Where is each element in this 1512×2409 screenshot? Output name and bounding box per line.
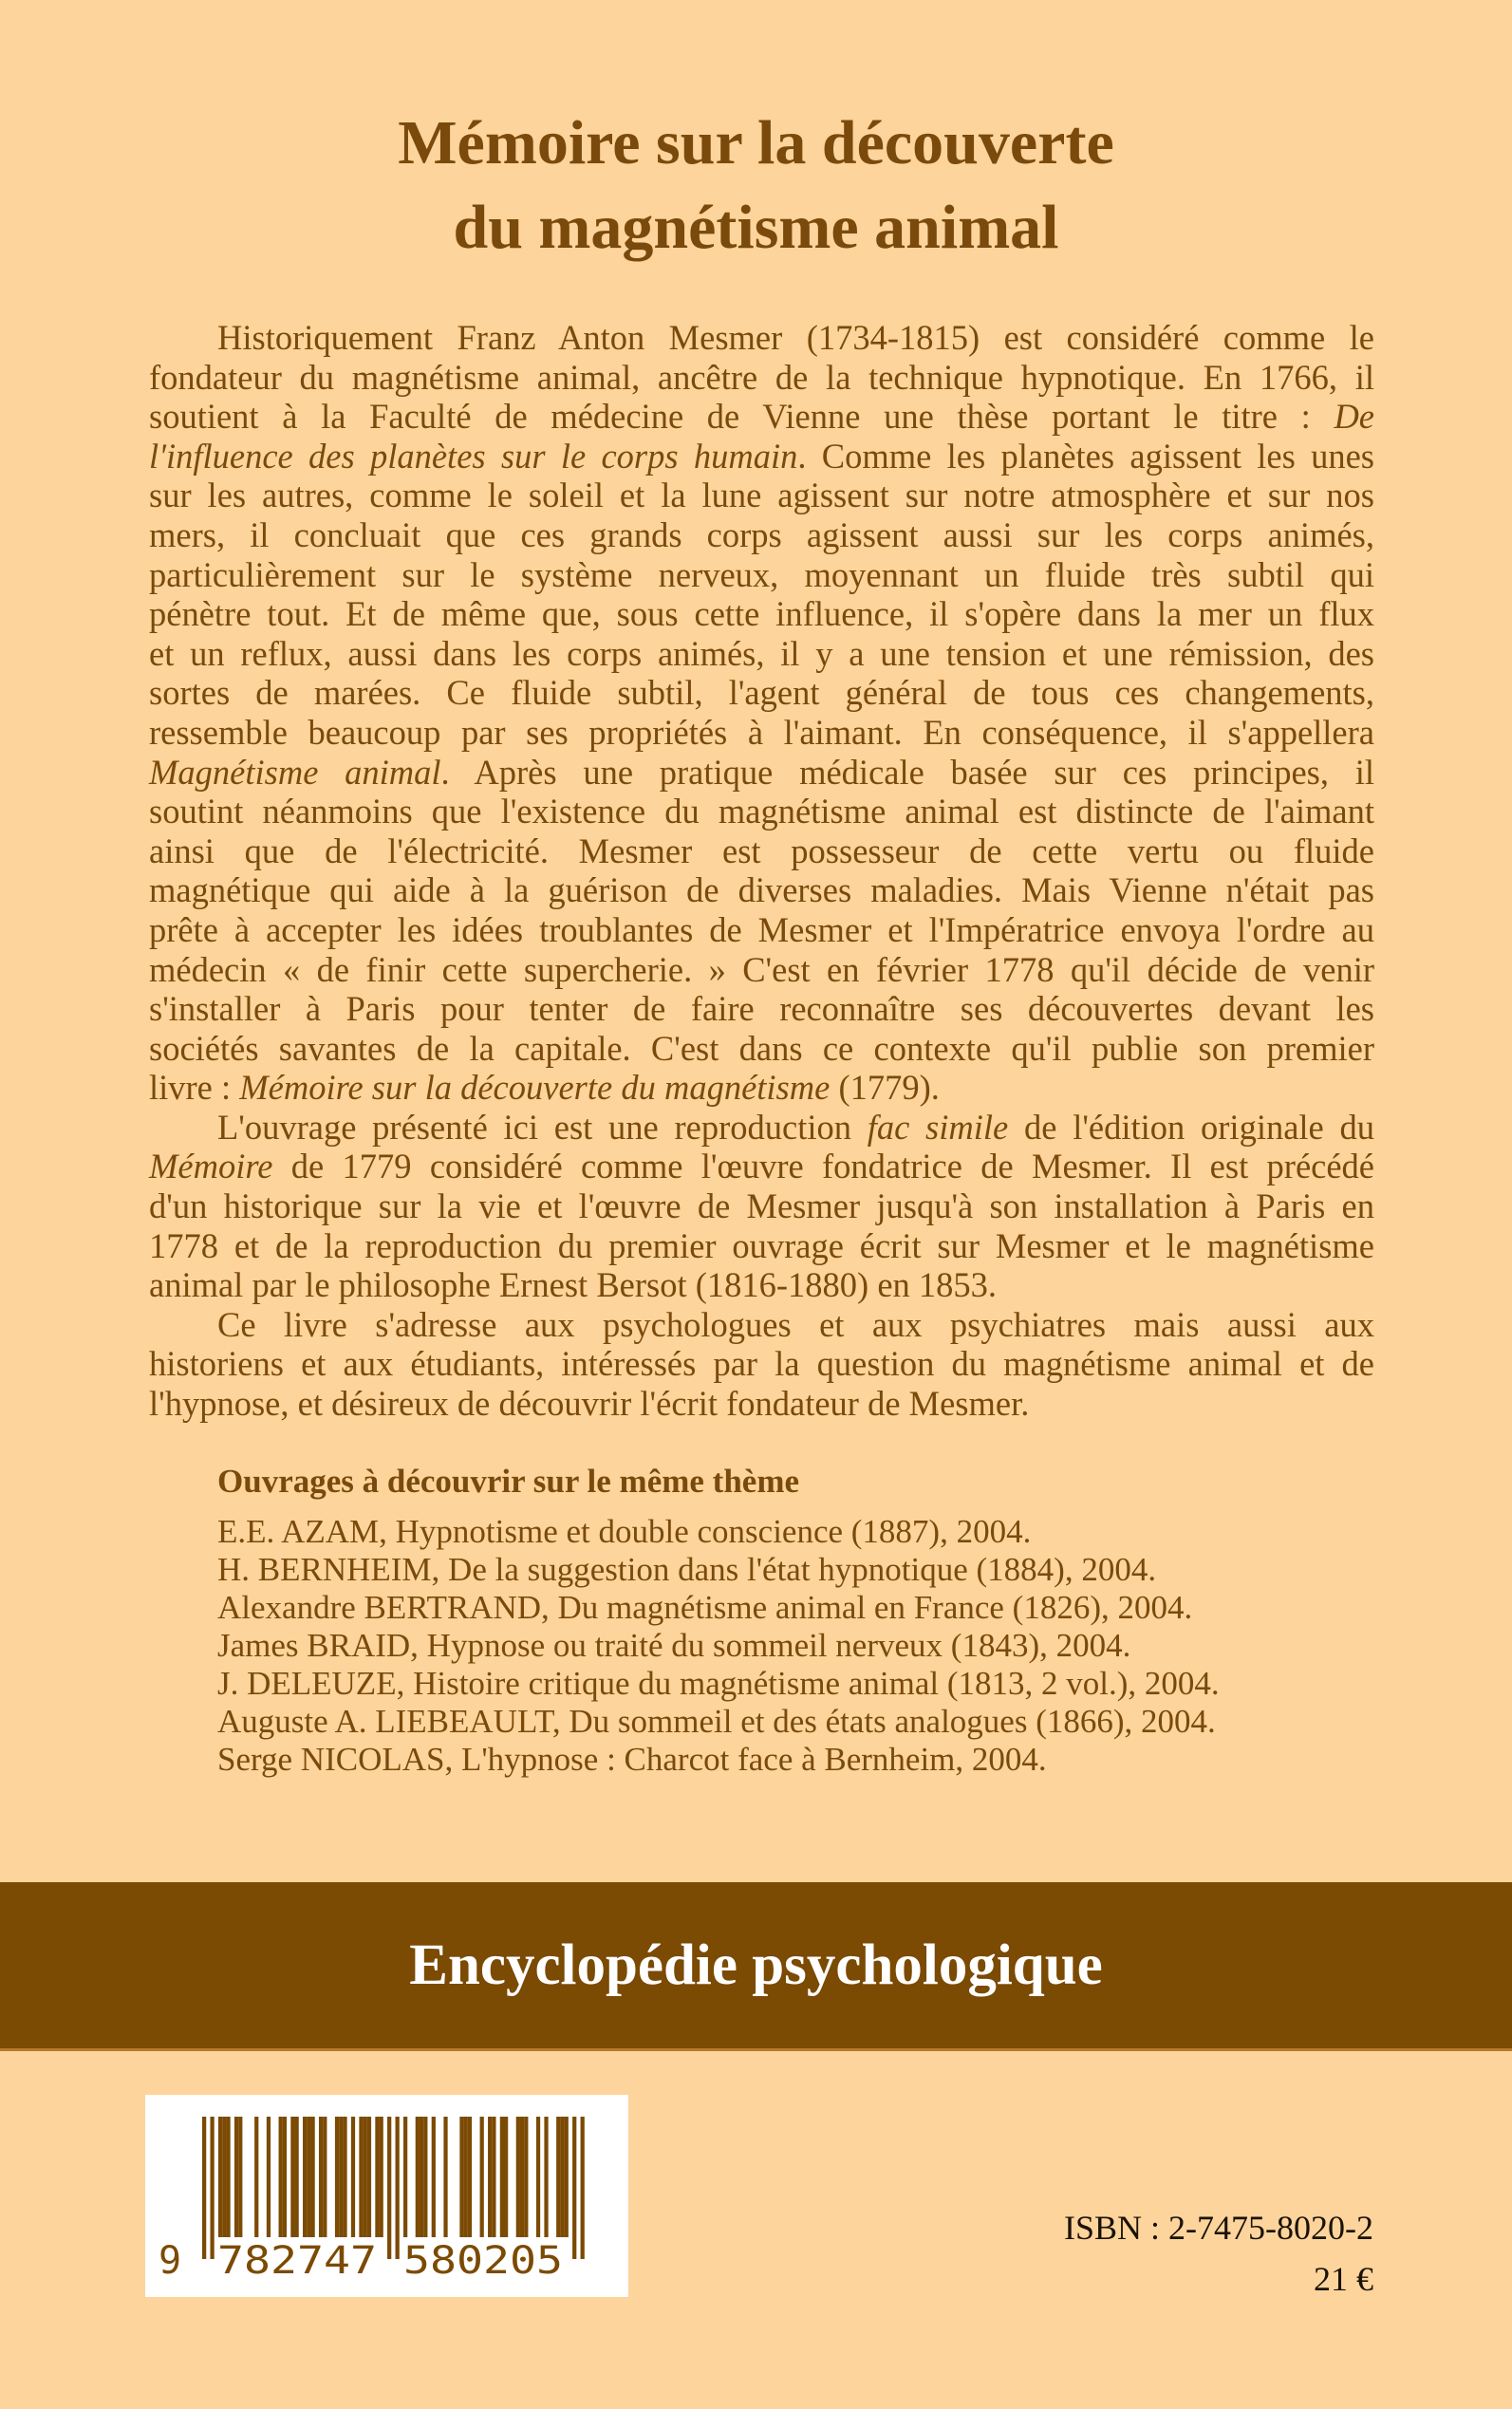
barcode-bar xyxy=(536,2117,540,2237)
body-text: et un reflux, aussi dans les corps animés, il y a une tension et une rémission, des xyxy=(149,633,1374,673)
barcode-bar xyxy=(380,2117,383,2237)
barcode-bar xyxy=(323,2117,327,2237)
body-line xyxy=(149,555,1374,595)
barcode-bar xyxy=(520,2117,524,2237)
barcode-bar xyxy=(222,2117,226,2237)
body-line xyxy=(149,1384,1374,1424)
body-line xyxy=(149,989,1374,1029)
barcode-bar xyxy=(423,2117,427,2237)
barcode-bar xyxy=(238,2117,242,2237)
italic-text: Mémoire sur la découverte du magnétisme xyxy=(239,1068,831,1108)
body-line xyxy=(149,831,1374,871)
body-text: prête à accepter les idées troublantes de Mesmer et l'Impératrice envoya l'ordre au xyxy=(149,909,1374,949)
price: 21 € xyxy=(1314,2260,1373,2298)
body-line xyxy=(149,437,1374,476)
barcode-bar xyxy=(290,2117,294,2237)
body-line xyxy=(149,594,1374,634)
body-text: livre : xyxy=(149,1068,240,1108)
italic-text: Mémoire xyxy=(149,1147,273,1186)
body-line xyxy=(149,792,1374,831)
body-text: particulièrement sur le système nerveux, moyennant un fluide très subtil qui xyxy=(149,554,1374,594)
barcode-bar xyxy=(375,2117,379,2237)
barcode-bar xyxy=(459,2117,463,2237)
book-title xyxy=(0,101,1512,270)
barcode-bar xyxy=(218,2117,222,2237)
body-text: s'installer à Paris pour tenter de faire reconnaître ses découvertes devant les xyxy=(149,989,1374,1029)
body-line xyxy=(149,870,1374,910)
barcode-bar xyxy=(572,2117,576,2259)
barcode-bar xyxy=(516,2117,520,2237)
body-text: sortes de marées. Ce fluide subtil, l'agent général de tous ces changements, xyxy=(149,673,1374,713)
body-line xyxy=(149,910,1374,950)
body-text: ainsi que de l'électricité. Mesmer est possesseur de cette vertu ou fluide xyxy=(149,831,1374,870)
body-line xyxy=(149,1068,1374,1108)
related-item: E.E. AZAM, Hypnotisme et double conscience (1887), 2004. xyxy=(217,1513,1032,1550)
body-line xyxy=(149,1108,1374,1148)
body-line xyxy=(149,1029,1374,1069)
barcode-left-digits: 782747 xyxy=(217,2239,377,2283)
barcode-bar xyxy=(364,2117,367,2237)
body-line xyxy=(149,397,1374,437)
barcode-bar xyxy=(464,2117,468,2237)
barcode-bar xyxy=(468,2117,472,2237)
barcode-bar xyxy=(500,2117,504,2237)
body-text: animal par le philosophe Ernest Bersot (1816-1880) en 1853. xyxy=(149,1265,998,1305)
isbn: ISBN : 2-7475-8020-2 xyxy=(1064,2209,1373,2247)
body-line xyxy=(149,753,1374,793)
barcode-bar xyxy=(319,2117,323,2237)
barcode-bar xyxy=(396,2117,400,2259)
body-text: mers, il concluait que ces grands corps agissent aussi sur les corps animés, xyxy=(149,514,1374,554)
body-text: . Après une pratique médicale basée sur ces principes, il xyxy=(440,752,1375,792)
related-item: Alexandre BERTRAND, Du magnétisme animal en France (1826), 2004. xyxy=(217,1589,1193,1626)
barcode-bar xyxy=(234,2117,238,2237)
body-text: sociétés savantes de la capitale. C'est dans ce contexte qu'il publie son premier xyxy=(149,1028,1374,1068)
body-line xyxy=(149,515,1374,555)
body-text: . Comme les planètes agissent les unes xyxy=(797,436,1374,476)
barcode-bar xyxy=(387,2117,391,2259)
body-line xyxy=(149,358,1374,398)
barcode-bar xyxy=(295,2117,299,2237)
barcode-bar xyxy=(367,2117,371,2237)
body-text: de 1779 considéré comme l'œuvre fondatrice de Mesmer. Il est précédé xyxy=(272,1147,1374,1186)
body-line xyxy=(149,1226,1374,1266)
body-text: fondateur du magnétisme animal, ancêtre de la technique hypnotique. En 1766, il xyxy=(149,357,1374,397)
barcode-bar xyxy=(339,2117,343,2237)
barcode-bar xyxy=(307,2117,310,2237)
barcode-bar xyxy=(403,2117,407,2237)
barcode-bars xyxy=(145,2095,628,2297)
related-item: Auguste A. LIEBEAULT, Du sommeil et des états analogues (1866), 2004. xyxy=(217,1703,1216,1740)
barcode-bar xyxy=(480,2117,484,2237)
body-line xyxy=(149,1265,1374,1305)
collection-band xyxy=(0,1882,1512,2051)
title-line-2: du magnétisme animal xyxy=(453,193,1059,262)
related-item: Serge NICOLAS, L'hypnose : Charcot face à Bernheim, 2004. xyxy=(217,1741,1047,1778)
body-line xyxy=(149,634,1374,674)
barcode-bar xyxy=(556,2117,560,2237)
title-line-1: Mémoire sur la découverte xyxy=(398,108,1114,177)
body-text: médecin « de finir cette supercherie. » C'est en février 1778 qu'il décide de venir xyxy=(149,949,1374,989)
body-text: de l'édition originale du xyxy=(1008,1107,1374,1147)
barcode-bar xyxy=(283,2117,287,2237)
body-text: soutient à la Faculté de médecine de Vienne une thèse portant le titre : xyxy=(149,397,1335,437)
related-item: H. BERNHEIM, De la suggestion dans l'état hypnotique (1884), 2004. xyxy=(217,1551,1157,1588)
barcode-bar xyxy=(343,2117,346,2237)
barcode-bar xyxy=(254,2117,258,2237)
barcode-first-digit: 9 xyxy=(159,2239,182,2283)
italic-text: De xyxy=(1334,397,1374,437)
body-line xyxy=(149,476,1374,515)
barcode-bar xyxy=(420,2117,423,2237)
related-works xyxy=(217,1460,1220,1779)
barcode-bar xyxy=(524,2117,528,2237)
body-text: magnétique qui aide à la guérison de diverses maladies. Mais Vienne n'était pas xyxy=(149,870,1374,910)
body-line xyxy=(149,1305,1374,1345)
barcode-bar xyxy=(443,2117,447,2237)
back-cover-blurb xyxy=(149,318,1374,1424)
barcode-bar xyxy=(565,2117,569,2237)
barcode-bar xyxy=(492,2117,495,2237)
barcode-bar xyxy=(303,2117,307,2237)
barcode-bar xyxy=(359,2117,363,2237)
body-text: sur les autres, comme le soleil et la lune agissent sur notre atmosphère et sur nos xyxy=(149,476,1374,515)
italic-text: l'influence des planètes sur le corps humain xyxy=(149,436,798,476)
related-heading: Ouvrages à découvrir sur le même thème xyxy=(217,1463,800,1500)
barcode-bar xyxy=(267,2117,271,2237)
barcode-bar xyxy=(504,2117,508,2237)
related-item: James BRAID, Hypnose ou traité du sommeil nerveux (1843), 2004. xyxy=(217,1627,1131,1664)
italic-text: fac simile xyxy=(867,1107,1009,1147)
body-text: soutint néanmoins que l'existence du magnétisme animal est distincte de l'aimant xyxy=(149,792,1374,831)
body-text: pénètre tout. Et de même que, sous cette influence, il s'opère dans la mer un flux xyxy=(149,594,1374,634)
body-text: l'hypnose, et désireux de découvrir l'écrit fondateur de Mesmer. xyxy=(149,1384,1030,1424)
barcode xyxy=(145,2095,628,2297)
body-line xyxy=(149,673,1374,713)
body-text: L'ouvrage présenté ici est une reproduction xyxy=(217,1107,868,1147)
barcode-bar xyxy=(416,2117,420,2237)
barcode-bar xyxy=(279,2117,283,2237)
barcode-bar xyxy=(488,2117,492,2237)
body-text: ressemble beaucoup par ses propriétés à l'aimant. En conséquence, il s'appellera xyxy=(149,712,1374,752)
body-text: 1778 et de la reproduction du premier ouvrage écrit sur Mesmer et le magnétisme xyxy=(149,1225,1374,1265)
body-text: historiens et aux étudiants, intéressés par la question du magnétisme animal et de xyxy=(149,1344,1374,1384)
barcode-right-digits: 580205 xyxy=(403,2239,563,2283)
related-item: J. DELEUZE, Histoire critique du magnétisme animal (1813, 2 vol.), 2004. xyxy=(217,1665,1220,1702)
barcode-bar xyxy=(310,2117,314,2237)
body-line xyxy=(149,318,1374,358)
barcode-bar xyxy=(202,2117,206,2259)
isbn-block xyxy=(1064,2202,1373,2305)
body-line xyxy=(149,950,1374,990)
barcode-bar xyxy=(335,2117,339,2237)
collection-name: Encyclopédie psychologique xyxy=(409,1933,1103,1997)
barcode-bar xyxy=(544,2117,548,2237)
body-text: (1779). xyxy=(830,1068,940,1108)
barcode-bar xyxy=(210,2117,214,2259)
body-text: Ce livre s'adresse aux psychologues et aux psychiatres mais aussi aux xyxy=(217,1304,1374,1344)
italic-text: Magnétisme animal xyxy=(149,752,441,792)
body-line xyxy=(149,1344,1374,1384)
barcode-bar xyxy=(581,2117,585,2259)
body-line xyxy=(149,713,1374,753)
barcode-bar xyxy=(432,2117,436,2237)
body-line xyxy=(149,1186,1374,1226)
barcode-bar xyxy=(560,2117,564,2237)
barcode-bar xyxy=(226,2117,230,2237)
barcode-bar xyxy=(351,2117,355,2237)
body-text: d'un historique sur la vie et l'œuvre de Mesmer jusqu'à son installation à Paris en xyxy=(149,1186,1374,1226)
body-text: Historiquement Franz Anton Mesmer (1734-1815) est considéré comme le xyxy=(217,318,1374,357)
body-line xyxy=(149,1147,1374,1186)
